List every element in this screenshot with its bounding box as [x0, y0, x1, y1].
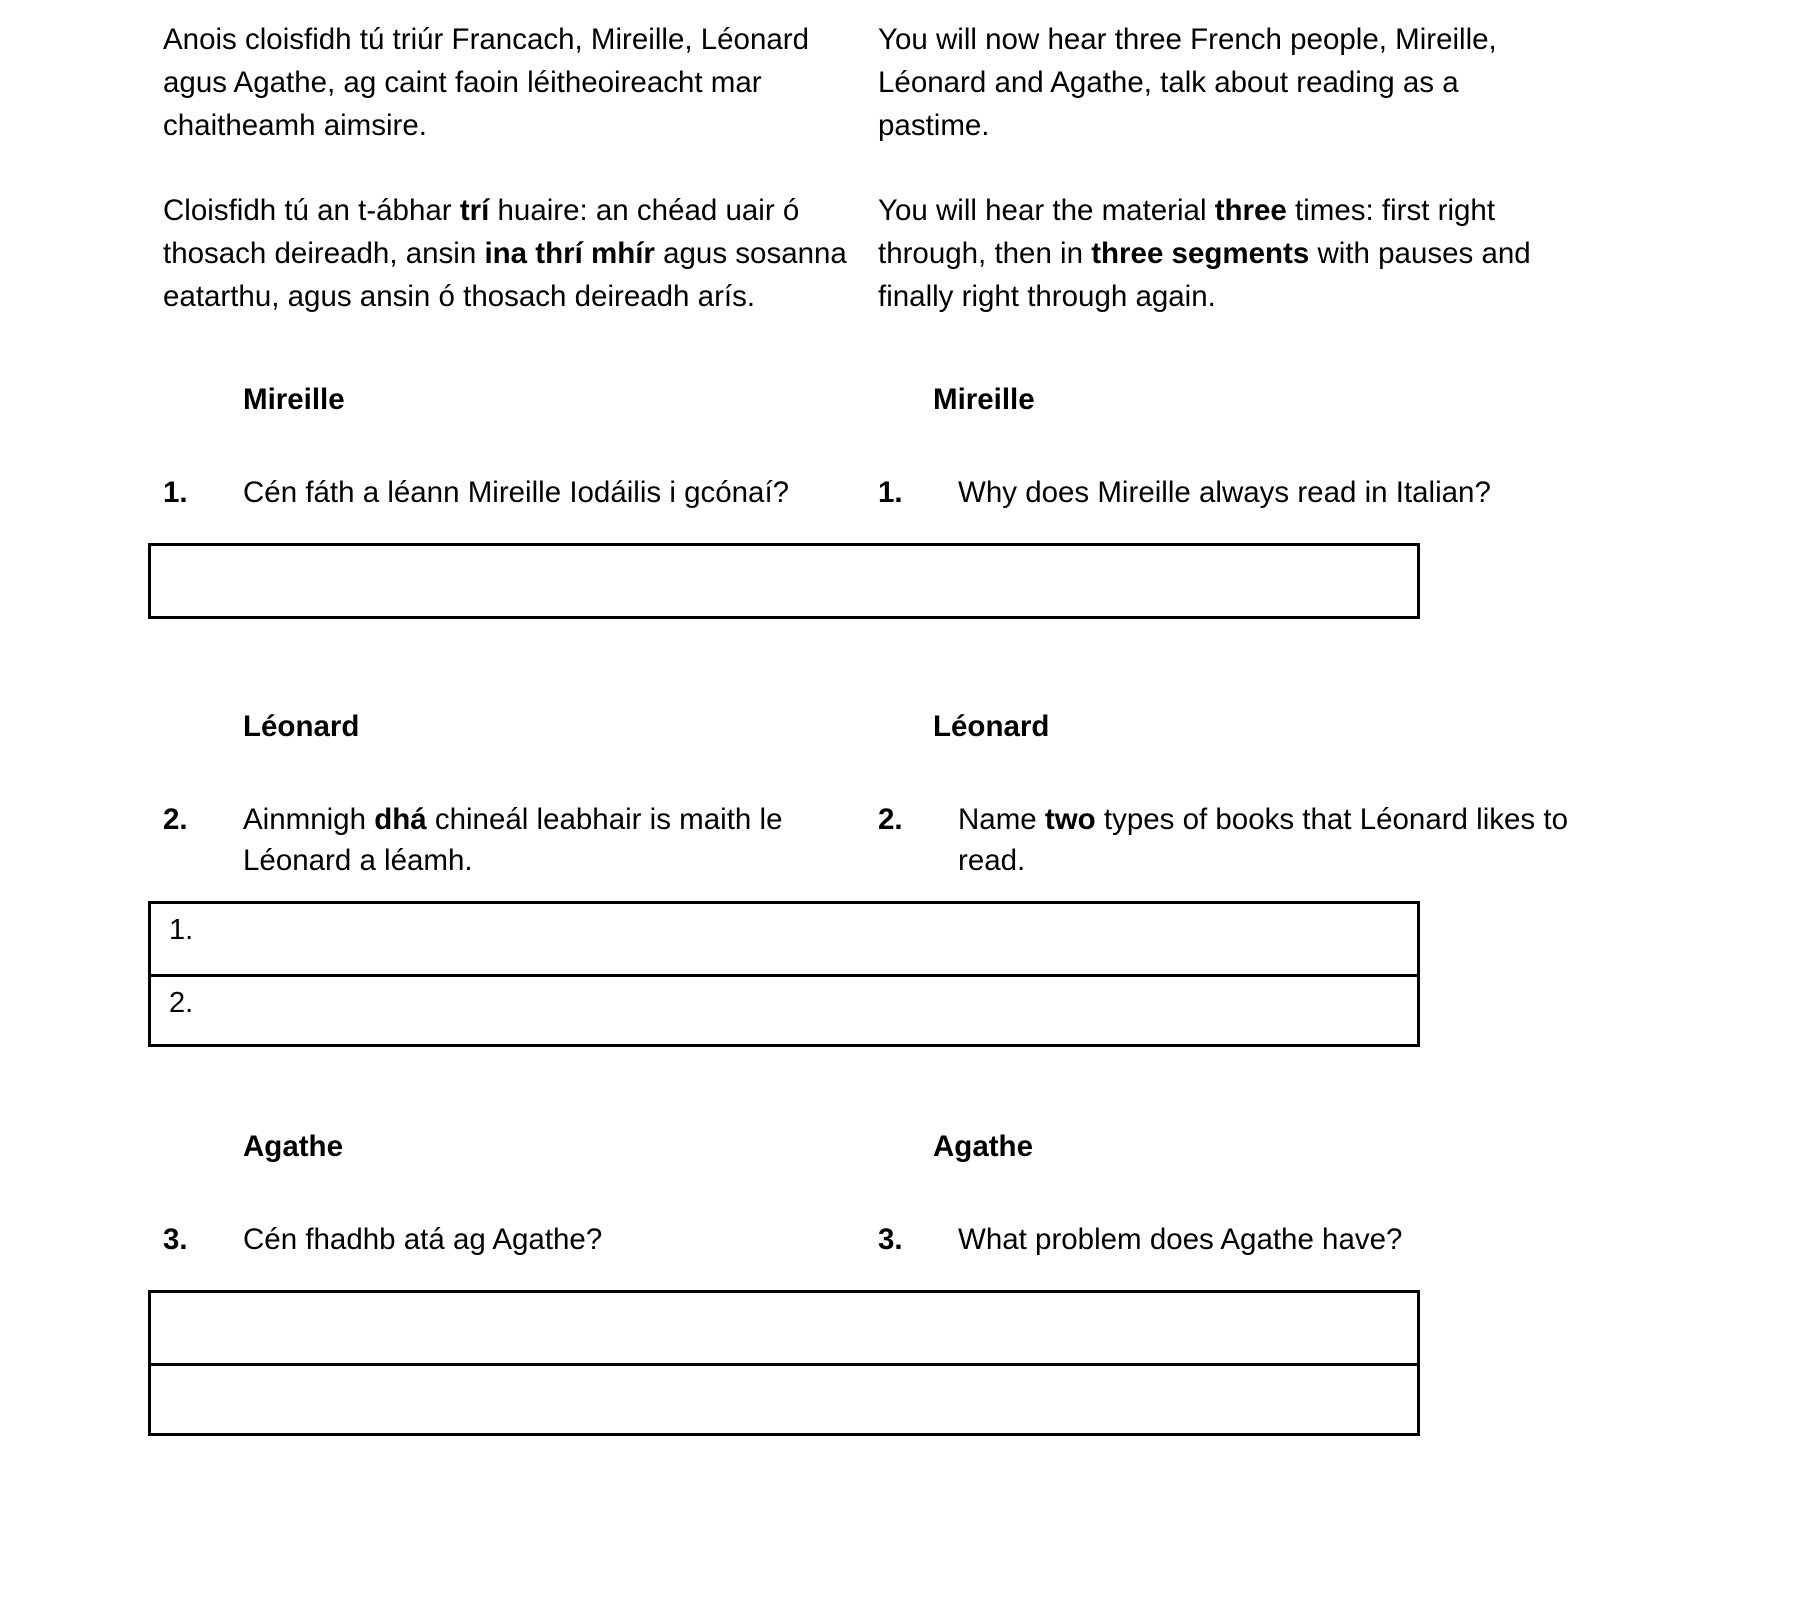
- body-text: You will now hear three French people, Mireille, Léonard and Agathe, talk about reading as a pastime.: [878, 23, 1497, 142]
- speaker-name-irish: Léonard: [243, 710, 360, 743]
- answer-box[interactable]: [148, 1290, 1420, 1436]
- speaker-name-english: Agathe: [933, 1130, 1033, 1163]
- body-text: Why does Mireille always read in Italian?: [958, 476, 1491, 509]
- answer-line[interactable]: [151, 546, 1417, 616]
- question-section: [0, 318, 1818, 619]
- body-text: types of books that Léonard likes to read.: [958, 803, 1568, 877]
- question-text: [958, 799, 1568, 881]
- body-text: Name: [958, 803, 1045, 836]
- speaker-name-irish: Agathe: [243, 1130, 343, 1163]
- answer-line[interactable]: [151, 1293, 1417, 1363]
- spacer: [0, 881, 1818, 901]
- intro-column-irish: [163, 18, 853, 318]
- question-text: [958, 472, 1568, 513]
- answer-box[interactable]: [148, 543, 1420, 619]
- body-text: Anois cloisfidh tú triúr Francach, Mireille, Léonard agus Agathe, ag caint faoin léitheoireacht mar chaitheamh aimsire.: [163, 23, 810, 142]
- question-number: 1.: [878, 476, 903, 509]
- body-text: Ainmnigh: [243, 803, 375, 836]
- question-text: [243, 1219, 853, 1260]
- intro-section: [0, 0, 1818, 318]
- emphasis-text: three: [1214, 194, 1287, 227]
- answer-line-label: 2.: [169, 987, 194, 1019]
- question-number: 2.: [163, 803, 188, 836]
- spacer: [0, 420, 1818, 472]
- question-number: 2.: [878, 803, 903, 836]
- question-row: [0, 1219, 1818, 1260]
- body-text: Cén fhadhb atá ag Agathe?: [243, 1223, 603, 1256]
- speaker-name-english: Léonard: [933, 710, 1050, 743]
- question-irish: [163, 799, 853, 881]
- body-text: agus sosanna eatarthu, agus ansin ó thosach deireadh arís.: [163, 237, 847, 313]
- question-number: 3.: [878, 1223, 903, 1256]
- intro-column-english: [878, 18, 1568, 318]
- emphasis-text: ina thrí mhír: [484, 237, 655, 270]
- body-text: with pauses and finally right through again.: [878, 237, 1531, 313]
- spacer: [0, 1260, 1818, 1290]
- body-text: huaire: an chéad uair ó thosach deireadh, ansin: [163, 194, 800, 270]
- question-sections: [0, 318, 1818, 1436]
- answer-line[interactable]: [151, 904, 1417, 974]
- speaker-name-row: [0, 380, 1818, 420]
- question-section: [0, 619, 1818, 1047]
- question-irish: [163, 1219, 853, 1260]
- question-irish: [163, 472, 853, 513]
- question-english: [878, 799, 1568, 881]
- question-row: [0, 472, 1818, 513]
- question-english: [878, 1219, 1568, 1260]
- emphasis-text: two: [1044, 803, 1096, 836]
- intro-paragraph: [163, 18, 853, 147]
- emphasis-text: trí: [459, 194, 490, 227]
- answer-box[interactable]: [148, 901, 1420, 1047]
- question-text: [243, 799, 853, 881]
- body-text: What problem does Agathe have?: [958, 1223, 1403, 1256]
- spacer: [0, 747, 1818, 799]
- answer-line-label: 1.: [169, 914, 194, 946]
- body-text: Cén fáth a léann Mireille Iodáilis i gcónaí?: [243, 476, 790, 509]
- speaker-name-english: Mireille: [933, 383, 1035, 416]
- question-text: [958, 1219, 1568, 1260]
- question-number: 1.: [163, 476, 188, 509]
- spacer: [0, 513, 1818, 543]
- emphasis-text: three segments: [1091, 237, 1310, 270]
- body-text: Cloisfidh tú an t-ábhar: [163, 194, 460, 227]
- intro-paragraph: [163, 189, 853, 318]
- body-text: times: first right through, then in: [878, 194, 1496, 270]
- question-text: [243, 472, 853, 513]
- intro-paragraph: [878, 18, 1568, 147]
- speaker-name-row: [0, 707, 1818, 747]
- question-number: 3.: [163, 1223, 188, 1256]
- body-text: chineál leabhair is maith le Léonard a léamh.: [243, 803, 783, 877]
- speaker-name-irish: Mireille: [243, 383, 345, 416]
- question-row: [0, 799, 1818, 881]
- body-text: You will hear the material: [878, 194, 1215, 227]
- speaker-name-row: [0, 1127, 1818, 1167]
- intro-paragraph: [878, 189, 1568, 318]
- question-english: [878, 472, 1568, 513]
- spacer: [0, 1167, 1818, 1219]
- answer-line[interactable]: [151, 974, 1417, 1044]
- emphasis-text: dhá: [374, 803, 427, 836]
- question-section: [0, 1047, 1818, 1436]
- answer-line[interactable]: [151, 1363, 1417, 1433]
